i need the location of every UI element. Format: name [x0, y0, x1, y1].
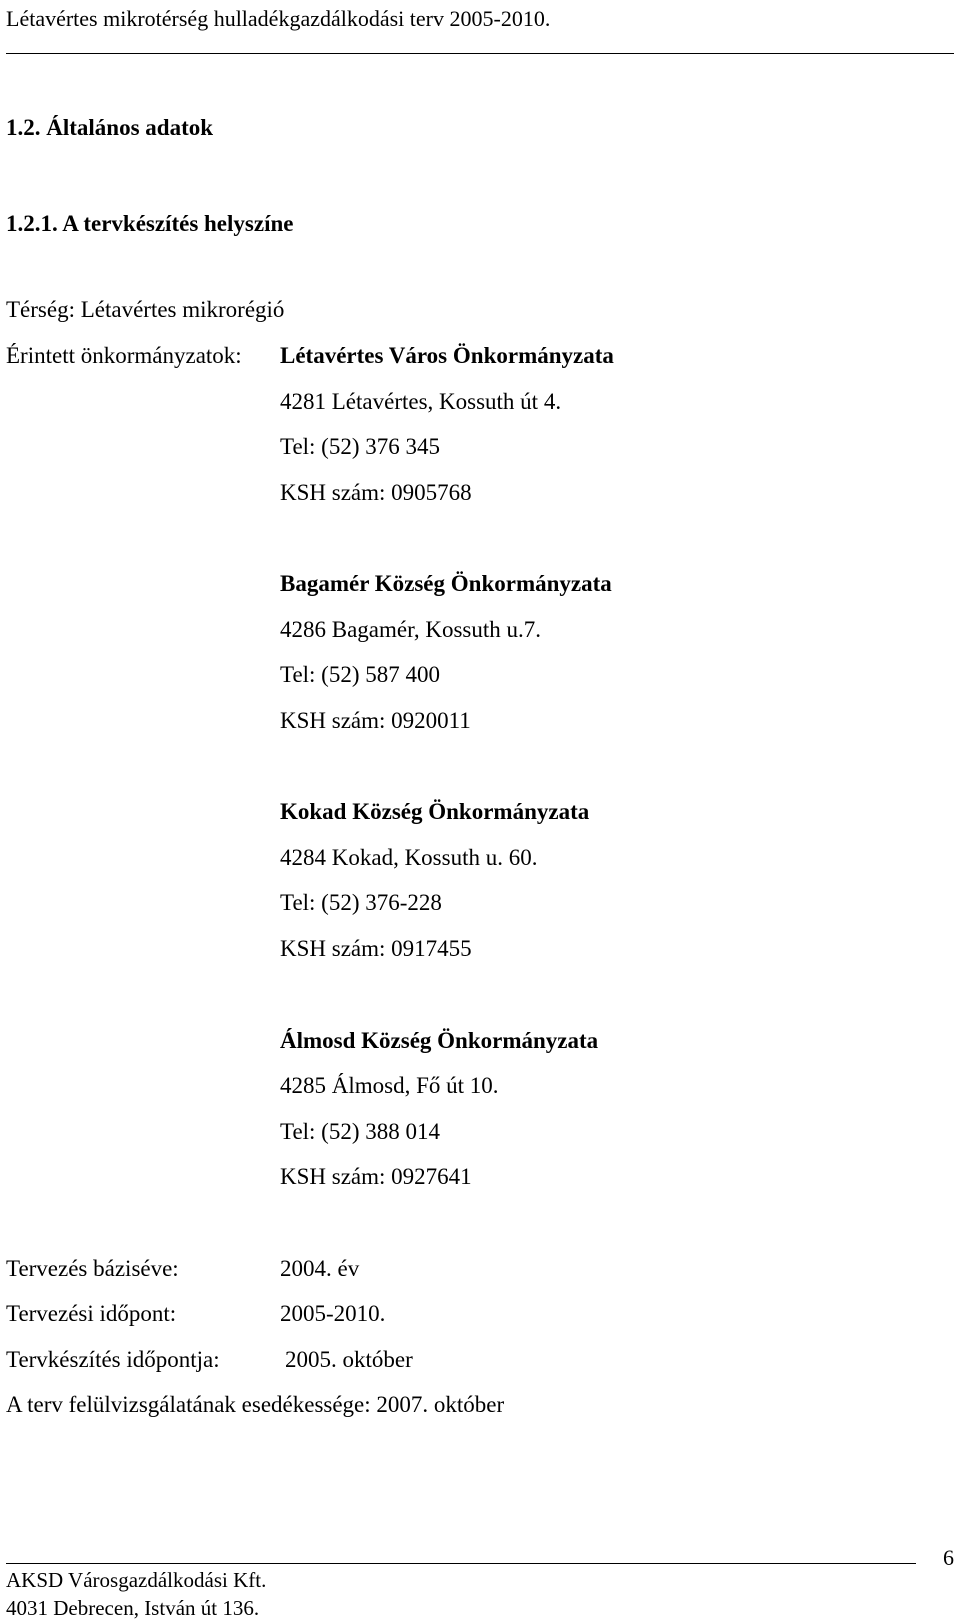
municipality-phone: Tel: (52) 376 345: [280, 434, 441, 459]
prepared-date-label: Tervkészítés időpontja:: [6, 1347, 220, 1372]
municipality-name: Bagamér Község Önkormányzata: [280, 571, 612, 596]
planning-period-value: 2005-2010.: [280, 1301, 386, 1326]
municipality-phone: Tel: (52) 587 400: [280, 662, 441, 687]
municipality-address: 4284 Kokad, Kossuth u. 60.: [280, 845, 538, 870]
footer-company: AKSD Városgazdálkodási Kft.: [6, 1568, 267, 1592]
municipality-phone: Tel: (52) 388 014: [280, 1119, 441, 1144]
municipality-name: Létavértes Város Önkormányzata: [280, 343, 614, 368]
prepared-date-value: 2005. október: [285, 1347, 413, 1372]
subsection-heading: 1.2.1. A tervkészítés helyszíne: [6, 211, 294, 236]
municipality-ksh: KSH szám: 0905768: [280, 480, 472, 505]
municipality-ksh: KSH szám: 0920011: [280, 708, 471, 733]
municipality-phone: Tel: (52) 376-228: [280, 890, 442, 915]
municipality-name: Álmosd Község Önkormányzata: [280, 1028, 599, 1053]
footer-rule: [6, 1563, 916, 1564]
page-number: 6: [943, 1545, 954, 1570]
base-year-value: 2004. év: [280, 1256, 360, 1281]
municipality-address: 4286 Bagamér, Kossuth u.7.: [280, 617, 541, 642]
footer-address: 4031 Debrecen, István út 136.: [6, 1596, 260, 1620]
base-year-label: Tervezés báziséve:: [6, 1256, 179, 1281]
municipality-name: Kokad Község Önkormányzata: [280, 799, 590, 824]
planning-period-label: Tervezési időpont:: [6, 1301, 177, 1326]
municipalities-label: Érintett önkormányzatok:: [6, 343, 242, 368]
municipality-address: 4281 Létavértes, Kossuth út 4.: [280, 389, 562, 414]
review-due-line: A terv felülvizsgálatának esedékessége: 2007. október: [6, 1392, 505, 1417]
municipality-ksh: KSH szám: 0917455: [280, 936, 472, 961]
region-line: Térség: Létavértes mikrorégió: [6, 297, 285, 322]
municipality-ksh: KSH szám: 0927641: [280, 1164, 472, 1189]
municipality-address: 4285 Álmosd, Fő út 10.: [280, 1073, 499, 1098]
running-header: Létavértes mikrotérség hulladékgazdálkodási terv 2005-2010.: [6, 6, 551, 31]
header-rule: [6, 53, 954, 54]
section-heading: 1.2. Általános adatok: [6, 115, 214, 140]
